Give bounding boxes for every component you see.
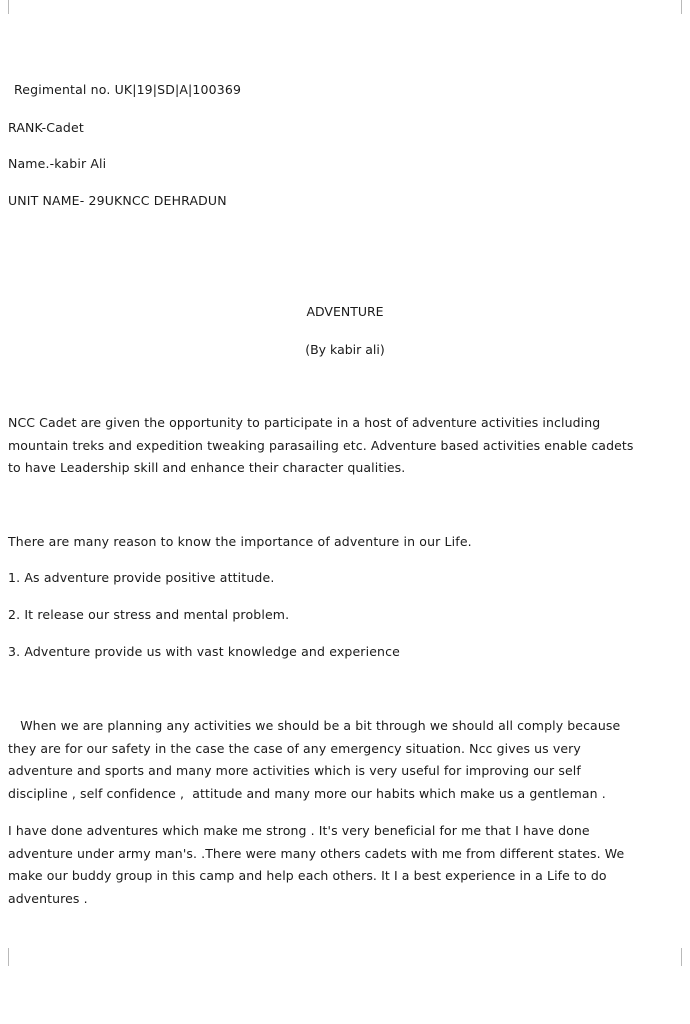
planning-line: discipline , self confidence , attitude and many more our habits which make us a gentleman .	[8, 785, 606, 801]
intro-line: NCC Cadet are given the opportunity to participate in a host of adventure activities including	[8, 415, 601, 430]
byline: (By kabir ali)	[305, 342, 385, 357]
regimental-number: Regimental no. UK|19|SD|A|100369	[14, 82, 242, 97]
planning-line: they are for our safety in the case the case of any emergency situation. Ncc gives us very	[8, 740, 581, 756]
experience-line: adventures .	[8, 890, 88, 906]
unit-name: UNIT NAME- 29UKNCC DEHRADUN	[8, 193, 227, 208]
reason-item: 3. Adventure provide us with vast knowledge and experience	[8, 644, 400, 659]
crop-mark-top-right	[681, 0, 690, 14]
crop-mark-bottom-left	[0, 948, 9, 966]
reasons-intro: There are many reason to know the importance of adventure in our Life.	[8, 534, 472, 549]
experience-paragraph	[8, 820, 684, 910]
crop-mark-top-left	[0, 0, 9, 14]
intro-line: mountain treks and expedition tweaking parasailing etc. Adventure based activities enable cadets	[8, 437, 634, 453]
intro-line: to have Leadership skill and enhance their character qualities.	[8, 460, 406, 475]
document-title: ADVENTURE	[306, 304, 384, 319]
planning-line: When we are planning any activities we should be a bit through we should all comply because	[8, 718, 621, 733]
rank: RANK-Cadet	[8, 120, 84, 135]
experience-line: adventure under army man's. .There were many others cadets with me from different states. We	[8, 845, 625, 861]
cadet-name: Name.-kabir Ali	[8, 156, 107, 171]
planning-line: adventure and sports and many more activities which is very useful for improving our self	[8, 763, 581, 778]
intro-paragraph	[8, 412, 684, 480]
reason-item: 2. It release our stress and mental problem.	[8, 607, 290, 622]
reason-item: 1. As adventure provide positive attitude.	[8, 570, 275, 585]
experience-line: make our buddy group in this camp and help each others. It I a best experience in a Life to do	[8, 868, 607, 883]
experience-line: I have done adventures which make me strong . It's very beneficial for me that I have done	[8, 823, 590, 838]
crop-mark-bottom-right	[681, 948, 690, 966]
planning-paragraph	[8, 715, 684, 805]
